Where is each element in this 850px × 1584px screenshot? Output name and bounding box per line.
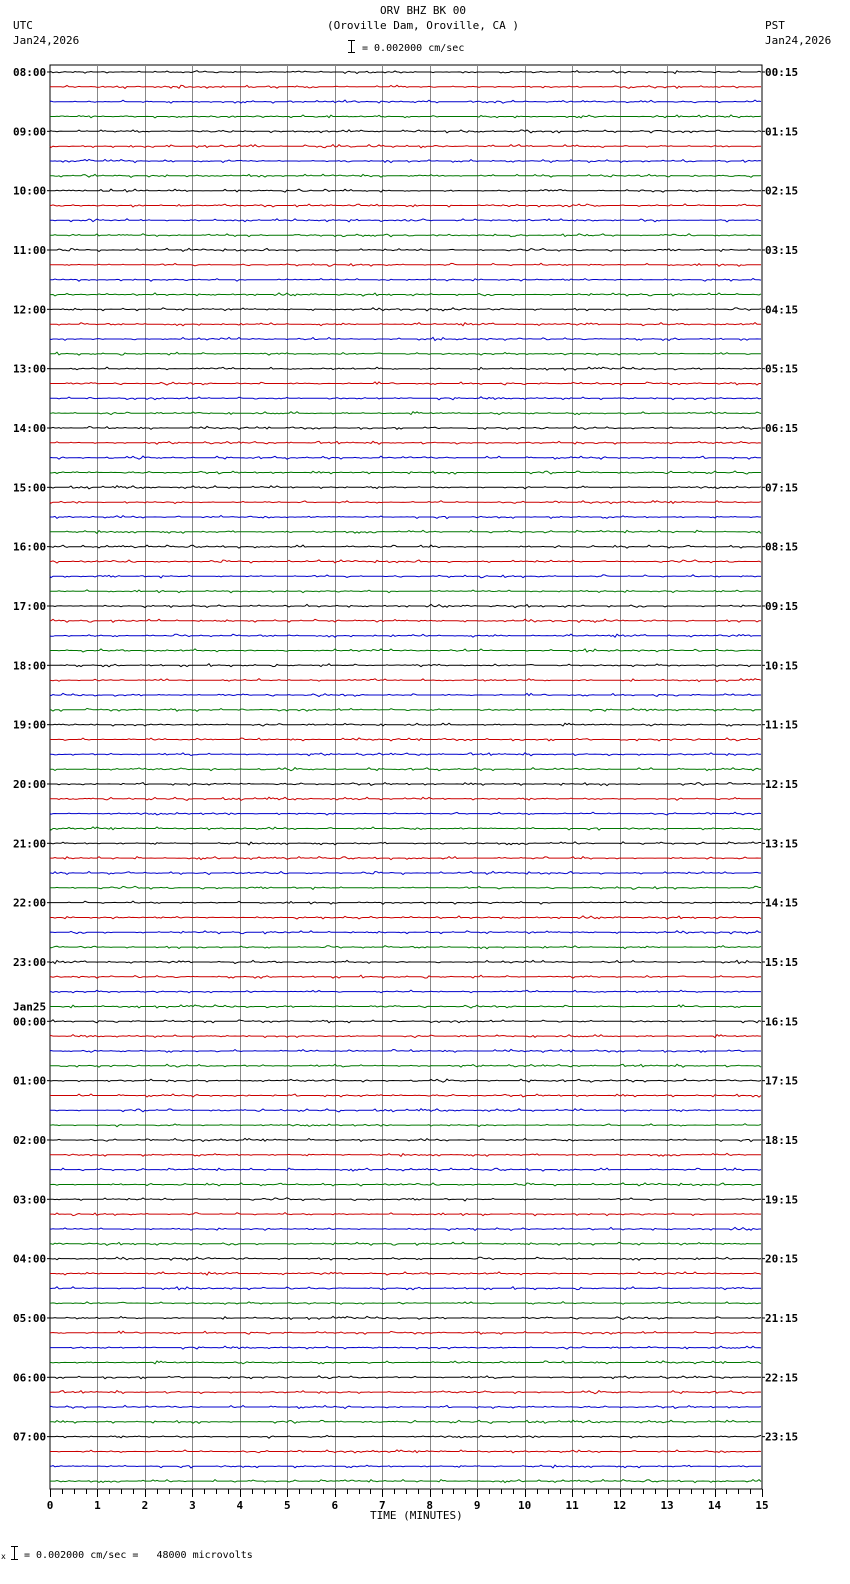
trace-row — [50, 679, 761, 682]
utc-hour-label: 00:00 — [13, 1015, 47, 1029]
x-tick-label: 2 — [141, 1499, 149, 1512]
trace-row — [50, 1094, 761, 1097]
utc-hour-label: 04:00 — [13, 1252, 47, 1266]
trace-row — [50, 412, 761, 415]
trace-row — [50, 1049, 761, 1052]
trace-row — [50, 1242, 761, 1245]
trace-row — [50, 545, 761, 548]
utc-hour-label: 03:00 — [13, 1193, 47, 1207]
pst-hour-label: 18:15 — [765, 1133, 799, 1147]
trace-row — [50, 1198, 761, 1201]
utc-hour-label: 23:00 — [13, 955, 47, 969]
utc-hour-label: 10:00 — [13, 184, 47, 198]
trace-row — [50, 857, 761, 860]
pst-hour-label: 10:15 — [765, 659, 799, 673]
utc-hour-label: 14:00 — [13, 421, 47, 435]
trace-row — [50, 159, 761, 162]
right-timezone: PST — [765, 19, 785, 32]
trace-row — [50, 664, 761, 667]
trace-row — [50, 279, 761, 282]
pst-hour-label: 07:15 — [765, 481, 799, 495]
trace-row — [50, 308, 761, 311]
utc-hour-label: 02:00 — [13, 1133, 47, 1147]
utc-hour-label: 16:00 — [13, 540, 47, 554]
trace-row — [50, 1331, 761, 1334]
trace-row — [50, 1465, 761, 1468]
trace-row — [50, 174, 761, 177]
trace-row — [50, 145, 761, 148]
trace-row — [50, 1020, 761, 1023]
station-location: (Oroville Dam, Oroville, CA ) — [326, 19, 520, 32]
scale-bar-cap-top — [348, 40, 355, 41]
pst-hour-label: 14:15 — [765, 896, 799, 910]
trace-row — [50, 590, 761, 593]
trace-row — [50, 516, 761, 519]
pst-hour-label: 11:15 — [765, 718, 799, 732]
trace-row — [50, 219, 761, 222]
trace-row — [50, 71, 761, 74]
pst-hour-label: 12:15 — [765, 777, 799, 791]
pst-hour-label: 19:15 — [765, 1193, 799, 1207]
trace-row — [50, 812, 761, 815]
trace-row — [50, 931, 761, 934]
x-tick-label: 6 — [331, 1499, 339, 1512]
trace-row — [50, 783, 761, 786]
footer-scale-bar-cap-top — [11, 1546, 18, 1547]
x-axis-label: TIME (MINUTES) — [370, 1509, 463, 1522]
trace-row — [50, 1124, 761, 1127]
x-tick-label: 1 — [94, 1499, 101, 1512]
utc-hour-label: 22:00 — [13, 896, 47, 910]
trace-row — [50, 426, 761, 429]
trace-row — [50, 842, 761, 845]
trace-row — [50, 204, 761, 207]
trace-row — [50, 1153, 761, 1156]
utc-hour-label: 06:00 — [13, 1371, 47, 1385]
pst-hour-label: 16:15 — [765, 1015, 799, 1029]
trace-row — [50, 1005, 761, 1008]
pst-hour-label: 05:15 — [765, 362, 799, 376]
trace-row — [50, 619, 761, 622]
trace-row — [50, 1450, 761, 1453]
footer-marker: x — [1, 1552, 6, 1561]
trace-row — [50, 575, 761, 578]
trace-row — [50, 723, 761, 726]
trace-row — [50, 753, 761, 756]
trace-row — [50, 1227, 761, 1230]
pst-hour-label: 21:15 — [765, 1311, 799, 1325]
pst-hour-label: 01:15 — [765, 125, 799, 139]
x-tick-label: 11 — [565, 1499, 579, 1512]
trace-row — [50, 530, 761, 533]
right-date: Jan24,2026 — [765, 34, 832, 47]
utc-hour-label: 17:00 — [13, 599, 47, 613]
trace-row — [50, 916, 761, 919]
trace-row — [50, 693, 761, 696]
trace-row — [50, 115, 761, 118]
trace-row — [50, 634, 761, 637]
trace-row — [50, 130, 761, 133]
trace-row — [50, 352, 761, 355]
trace-row — [50, 768, 761, 771]
trace-row — [50, 1480, 761, 1483]
x-tick-label: 0 — [46, 1499, 54, 1512]
trace-row — [50, 1346, 761, 1349]
station-title: ORV BHZ BK 00 — [379, 4, 467, 17]
trace-row — [50, 649, 761, 652]
pst-hour-label: 09:15 — [765, 599, 799, 613]
utc-hour-label: 20:00 — [13, 777, 47, 791]
trace-row — [50, 1064, 761, 1067]
date-change-label: Jan25 — [13, 1000, 47, 1014]
trace-row — [50, 189, 761, 192]
x-tick-label: 4 — [236, 1499, 244, 1512]
pst-hour-label: 08:15 — [765, 540, 799, 554]
trace-row — [50, 486, 761, 489]
trace-row — [50, 797, 761, 800]
trace-row — [50, 604, 761, 607]
trace-row — [50, 471, 761, 474]
scale-label: = 0.002000 cm/sec — [362, 43, 465, 54]
trace-row — [50, 397, 761, 400]
pst-hour-label: 00:15 — [765, 66, 799, 79]
x-tick-label: 14 — [707, 1499, 722, 1512]
left-date: Jan24,2026 — [13, 34, 80, 47]
trace-row — [50, 234, 761, 237]
trace-row — [50, 708, 761, 711]
trace-row — [50, 1109, 761, 1112]
utc-hour-label: 21:00 — [13, 837, 47, 851]
utc-hour-label: 12:00 — [13, 303, 47, 317]
trace-row — [50, 1138, 761, 1141]
utc-hour-label: 07:00 — [13, 1430, 47, 1444]
trace-row — [50, 827, 761, 830]
trace-row — [50, 960, 761, 963]
trace-row — [50, 1405, 761, 1408]
trace-row — [50, 1376, 761, 1379]
trace-row — [50, 871, 761, 874]
pst-hour-label: 02:15 — [765, 184, 799, 198]
trace-row — [50, 456, 761, 459]
utc-hour-label: 15:00 — [13, 481, 47, 495]
trace-row — [50, 501, 761, 504]
scale-bar-cap-bottom — [348, 52, 355, 53]
trace-row — [50, 560, 761, 563]
pst-hour-label: 22:15 — [765, 1371, 799, 1385]
trace-row — [50, 1316, 761, 1319]
footer-scale-bar-cap-bottom — [11, 1559, 18, 1560]
pst-hour-label: 23:15 — [765, 1430, 799, 1444]
trace-row — [50, 738, 761, 741]
x-tick-label: 7 — [378, 1499, 386, 1512]
trace-row — [50, 1168, 761, 1171]
trace-row — [50, 367, 761, 370]
trace-row — [50, 323, 761, 326]
x-tick-label: 9 — [473, 1499, 481, 1512]
trace-row — [50, 990, 761, 993]
trace-row — [50, 886, 761, 889]
trace-row — [50, 1435, 761, 1438]
trace-row — [50, 1420, 761, 1423]
pst-hour-label: 20:15 — [765, 1252, 799, 1266]
utc-hour-label: 19:00 — [13, 718, 47, 732]
trace-row — [50, 85, 761, 88]
trace-row — [50, 1287, 761, 1290]
utc-hour-label: 13:00 — [13, 362, 47, 376]
x-tick-label: 5 — [284, 1499, 291, 1512]
plot-frame — [50, 65, 762, 1489]
x-tick-label: 15 — [755, 1499, 769, 1512]
utc-hour-label: 18:00 — [13, 659, 47, 673]
trace-row — [50, 1079, 761, 1082]
footer-scale-text: = 0.002000 cm/sec = 48000 microvolts — [24, 1550, 253, 1561]
x-tick-label: 12 — [612, 1499, 627, 1512]
pst-hour-label: 04:15 — [765, 303, 799, 317]
trace-row — [50, 100, 761, 103]
pst-hour-label: 06:15 — [765, 421, 799, 435]
utc-hour-label: 09:00 — [13, 125, 47, 139]
trace-row — [50, 248, 761, 251]
trace-row — [50, 1361, 761, 1364]
utc-hour-label: 11:00 — [13, 243, 47, 257]
x-tick-label: 13 — [660, 1499, 674, 1512]
pst-hour-label: 15:15 — [765, 955, 799, 969]
trace-row — [50, 1035, 761, 1038]
utc-hour-label: 05:00 — [13, 1311, 47, 1325]
pst-hour-label: 03:15 — [765, 243, 799, 257]
trace-row — [50, 1213, 761, 1216]
trace-row — [50, 441, 761, 444]
pst-hour-label: 13:15 — [765, 837, 799, 851]
trace-row — [50, 1391, 761, 1394]
left-timezone: UTC — [13, 19, 33, 32]
utc-hour-label: 08:00 — [13, 66, 47, 79]
x-tick-label: 8 — [426, 1499, 434, 1512]
footer-scale-bar-icon — [14, 1546, 15, 1560]
trace-row — [50, 1257, 761, 1260]
x-tick-label: 3 — [189, 1499, 196, 1512]
trace-row — [50, 337, 761, 340]
trace-row — [50, 1183, 761, 1186]
x-tick-label: 10 — [518, 1499, 532, 1512]
pst-hour-label: 17:15 — [765, 1074, 799, 1088]
trace-row — [50, 946, 761, 949]
trace-row — [50, 1272, 761, 1275]
utc-hour-label: 01:00 — [13, 1074, 47, 1088]
trace-row — [50, 1302, 761, 1305]
trace-row — [50, 293, 761, 296]
trace-row — [50, 263, 761, 266]
trace-row — [50, 382, 761, 385]
trace-row — [50, 901, 761, 904]
trace-row — [50, 975, 761, 978]
